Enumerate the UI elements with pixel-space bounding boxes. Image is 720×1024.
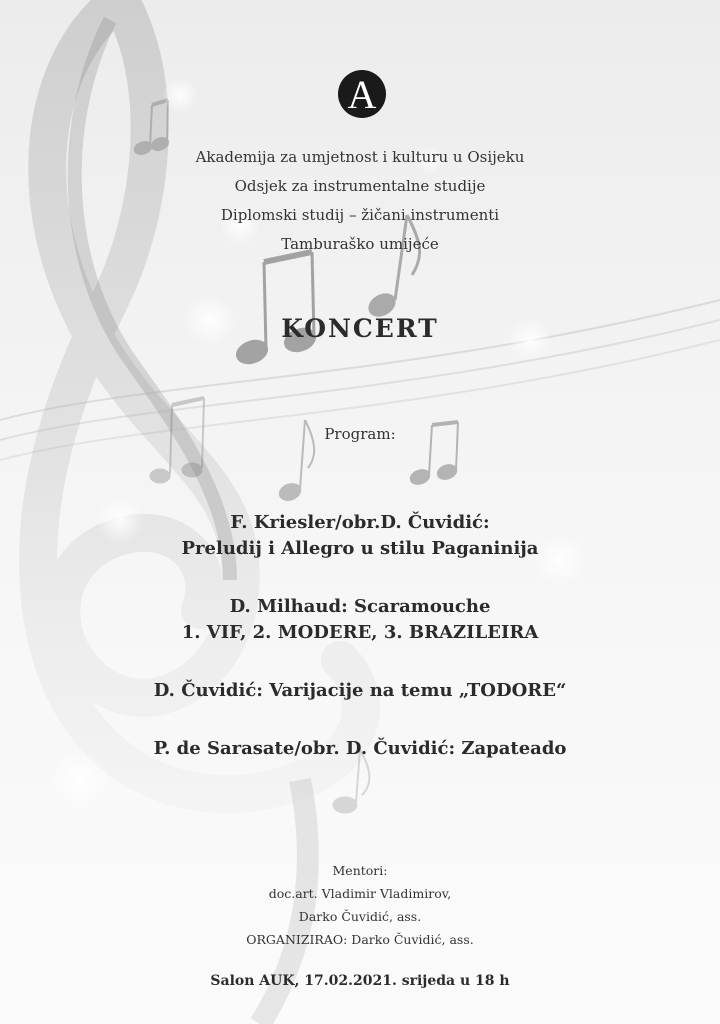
program-item-line: F. Kriesler/obr.D. Čuvidić:	[230, 512, 490, 533]
venue-date: Salon AUK, 17.02.2021. srijeda u 18 h	[210, 973, 510, 989]
study-program: Diplomski studij – žičani instrumenti	[220, 206, 500, 224]
mentor-name: doc.art. Vladimir Vladimirov,	[268, 886, 452, 901]
academy-logo: A	[338, 70, 386, 118]
organizer-credit: ORGANIZIRAO: Darko Čuvidić, ass.	[246, 932, 474, 947]
mentors-label: Mentori:	[332, 863, 388, 878]
institution-block	[0, 143, 720, 259]
course-name: Tamburaško umijeće	[281, 235, 439, 253]
department-name: Odsjek za instrumentalne studije	[234, 177, 486, 195]
program-item	[0, 594, 720, 646]
program-item	[0, 736, 720, 762]
program-item	[0, 510, 720, 562]
page-title: KONCERT	[281, 314, 439, 343]
program-item-line: Preludij i Allegro u stilu Paganinija	[181, 538, 539, 559]
program-item-line: D. Čuvidić: Varijacije na temu „TODORE“	[153, 680, 567, 701]
institution-name: Akademija za umjetnost i kulturu u Osijeku	[195, 148, 525, 166]
program-list	[0, 510, 720, 794]
program-item-line: 1. VIF, 2. MODERE, 3. BRAZILEIRA	[181, 622, 539, 643]
program-label: Program:	[324, 425, 396, 443]
program-item	[0, 678, 720, 704]
program-item-line: P. de Sarasate/obr. D. Čuvidić: Zapateado	[153, 738, 567, 759]
credits-block	[0, 859, 720, 951]
mentor-name: Darko Čuvidić, ass.	[298, 909, 422, 924]
program-item-line: D. Milhaud: Scaramouche	[229, 596, 491, 617]
